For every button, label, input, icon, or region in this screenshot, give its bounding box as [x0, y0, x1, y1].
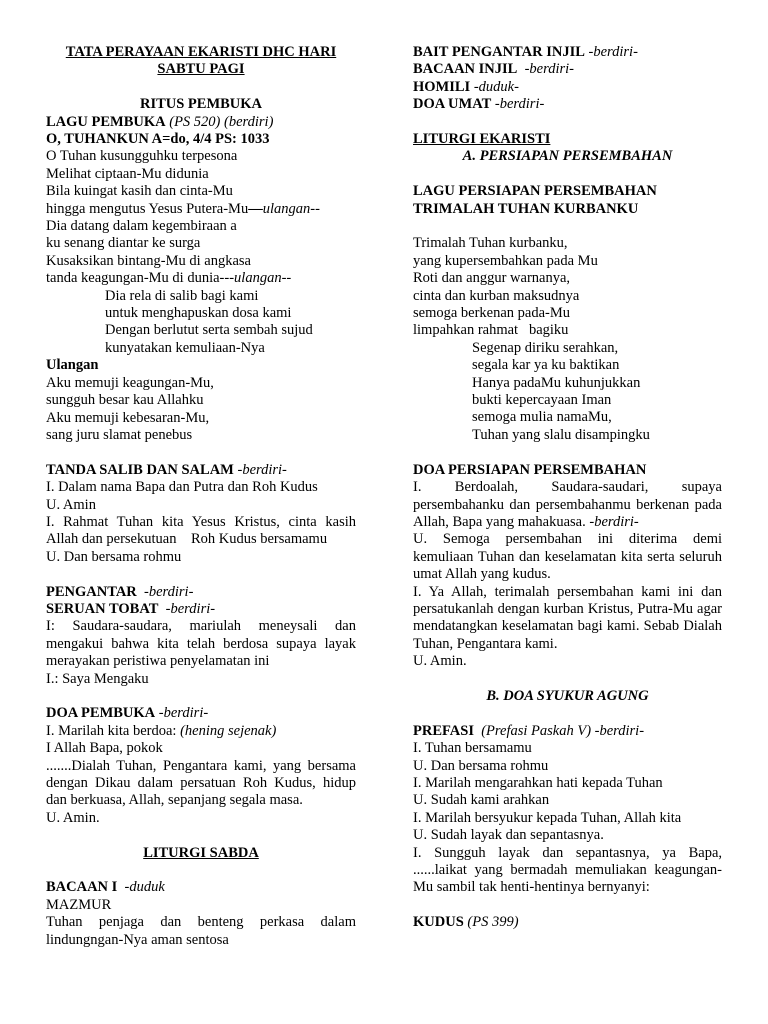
doc-title-line1: TATA PERAYAAN EKARISTI DHC HARI [65, 44, 337, 60]
bacaan-heading: BACAAN I -duduk [46, 879, 165, 896]
section-liturgi-sabda: LITURGI SABDA [143, 844, 259, 861]
prefasi-line: U. Sudah layak dan sepantasnya. [413, 827, 604, 844]
ulangan-line: sungguh besar kau Allahku [46, 392, 204, 409]
song-verse-1 [46, 148, 356, 218]
song-line: O Tuhan kusungguhku terpesona [46, 148, 238, 165]
song-verse-indented [413, 340, 722, 444]
song-verse [413, 235, 722, 339]
doa-line: I Allah Bapa, pokok [46, 740, 163, 757]
prefasi-line: U. Dan bersama rohmu [413, 757, 549, 774]
subsection-doa-syukur: B. DOA SYUKUR AGUNG [486, 687, 649, 704]
seruan-response: I.: Saya Mengaku [46, 670, 149, 687]
pengantar-heading: PENGANTAR -berdiri- [46, 583, 194, 600]
song-line: Dia rela di salib bagi kami [105, 287, 259, 304]
song-line: hingga mengutus Yesus Putera-Mu—ulangan-- [46, 200, 320, 217]
prefasi-paragraph: I. Sungguh layak dan sepantasnya, ya Bapa, ......laikat yang bermadah memuliakan keagungan-Mu sambil tak henti-hentinya bernyanyi: [413, 844, 722, 896]
doa-persiapan-amin: U. Amin. [413, 653, 467, 670]
song-line: untuk menghapuskan dosa kami [105, 305, 292, 322]
doa-pembuka-heading: DOA PEMBUKA -berdiri- [46, 705, 209, 722]
left-column [46, 44, 356, 949]
song-line: limpahkan rahmat bagiku [413, 322, 569, 339]
song-line: ku senang diantar ke surga [46, 235, 201, 252]
song-verse-indented [46, 288, 356, 358]
doc-title-line2: SABTU PAGI [157, 61, 245, 78]
kudus-heading: KUDUS (PS 399) [413, 914, 519, 931]
song-line: tanda keagungan-Mu di dunia---ulangan-- [46, 270, 292, 287]
prefasi-line: I. Marilah mengarahkan hati kepada Tuhan [413, 774, 663, 791]
song-line: bukti kepercayaan Iman [472, 392, 612, 409]
song-line: Roti dan anggur warnanya, [413, 270, 571, 287]
tanda-line: I. Dalam nama Bapa dan Putra dan Roh Kudus [46, 479, 318, 496]
bacaan-injil: BACAAN INJIL -berdiri- [413, 61, 574, 78]
song-line: Hanya padaMu kuhunjukkan [472, 374, 641, 391]
tanda-salib-heading: TANDA SALIB DAN SALAM -berdiri- [46, 461, 287, 478]
prefasi-dialog [413, 740, 722, 844]
song-line: Bila kuingat kasih dan cinta-Mu [46, 183, 233, 200]
doa-persiapan-paragraph: I. Ya Allah, terimalah persembahan kami ini dan persatukanlah dengan kurban Kristus, Putra-Mu agar mendatangkan keselamatan bagi kami. Sebab Dialah Tuhan, Pengantara kami. [413, 583, 722, 652]
song-line: Tuhan yang slalu disampingku [472, 426, 650, 443]
lagu-persiapan-heading: LAGU PERSIAPAN PERSEMBAHAN [413, 183, 657, 200]
seruan-tobat-heading: SERUAN TOBAT -berdiri- [46, 600, 216, 617]
song-line: Trimalah Tuhan kurbanku, [413, 235, 568, 252]
song-line: semoga berkenan pada-Mu [413, 305, 571, 322]
song-verse-2 [46, 218, 356, 288]
prefasi-line: U. Sudah kami arahkan [413, 792, 550, 809]
song-line: yang kupersembahkan pada Mu [413, 252, 598, 269]
ulangan-line: Aku memuji kebesaran-Mu, [46, 409, 210, 426]
song-line: Melihat ciptaan-Mu didunia [46, 165, 209, 182]
song-line: Dengan berlutut serta sembah sujud [105, 322, 313, 339]
song-line: segala kar ya ku baktikan [472, 357, 620, 374]
doa-persiapan-paragraph: U. Semoga persembahan ini diterima demi kemuliaan Tuhan dan keselamatan kita serta seluruh umat Allah yang kudus. [413, 531, 722, 583]
tanda-line: U. Amin [46, 496, 96, 513]
mazmur-heading: MAZMUR [46, 896, 112, 913]
song-title: TRIMALAH TUHAN KURBANKU [413, 200, 639, 217]
song-title: O, TUHANKUN A=do, 4/4 PS: 1033 [46, 131, 270, 148]
song-line: Segenap diriku serahkan, [472, 339, 619, 356]
song-line: Dia datang dalam kegembiraan a [46, 218, 237, 235]
ulangan-block [46, 375, 356, 445]
prefasi-heading: PREFASI (Prefasi Paskah V) -berdiri- [413, 722, 645, 739]
doa-line: I. Marilah kita berdoa: (hening sejenak) [46, 722, 277, 739]
doa-umat: DOA UMAT -berdiri- [413, 96, 545, 113]
mazmur-paragraph: Tuhan penjaga dan benteng perkasa dalam lindungngan-Nya aman sentosa [46, 914, 356, 948]
tanda-line: U. Dan bersama rohmu [46, 548, 182, 565]
lagu-pembuka-heading: LAGU PEMBUKA (PS 520) (berdiri) [46, 113, 274, 130]
song-line: Kusaksikan bintang-Mu di angkasa [46, 252, 251, 269]
doa-persiapan-paragraph: I. Berdoalah, Saudara-saudari, supaya persembahanku dan persembahanmu berkenan pada Allah, Bapa yang mahakuasa. -berdiri- [413, 479, 722, 530]
section-ritus-pembuka: RITUS PEMBUKA [139, 96, 263, 113]
homili: HOMILI -duduk- [413, 78, 519, 95]
doa-amin: U. Amin. [46, 809, 100, 826]
bait-pengantar-injil: BAIT PENGANTAR INJIL -berdiri- [413, 44, 638, 60]
song-line: semoga mulia namaMu, [472, 409, 612, 426]
subsection-persiapan: A. PERSIAPAN PERSEMBAHAN [462, 148, 673, 165]
prefasi-line: I. Marilah bersyukur kepada Tuhan, Allah kita [413, 809, 682, 826]
tanda-line: I. Rahmat Tuhan kita Yesus Kristus, cinta kasih [46, 513, 356, 530]
ulangan-line: Aku memuji keagungan-Mu, [46, 374, 214, 391]
section-liturgi-ekaristi: LITURGI EKARISTI [413, 131, 551, 148]
ulangan-heading: Ulangan [46, 357, 99, 374]
right-column [413, 44, 722, 932]
doa-paragraph: .......Dialah Tuhan, Pengantara kami, yang bersama dengan Dikau dalam persatuan Roh Kudus, hidup dan berkuasa, Allah, sepanjang segala masa. [46, 757, 356, 809]
tanda-line: Allah dan persekutuan Roh Kudus bersamamu [46, 531, 328, 548]
seruan-paragraph: I: Saudara-saudara, mariulah meneysali dan mengakui bahwa kita telah berdosa supaya layak merayakan peristiwa penyelamatan ini [46, 618, 356, 670]
doa-persiapan-heading: DOA PERSIAPAN PERSEMBAHAN [413, 461, 647, 478]
prefasi-line: I. Tuhan bersamamu [413, 740, 532, 757]
song-line: cinta dan kurban maksudnya [413, 287, 580, 304]
song-line: kunyatakan kemuliaan-Nya [105, 339, 265, 356]
ulangan-line: sang juru slamat penebus [46, 426, 193, 443]
